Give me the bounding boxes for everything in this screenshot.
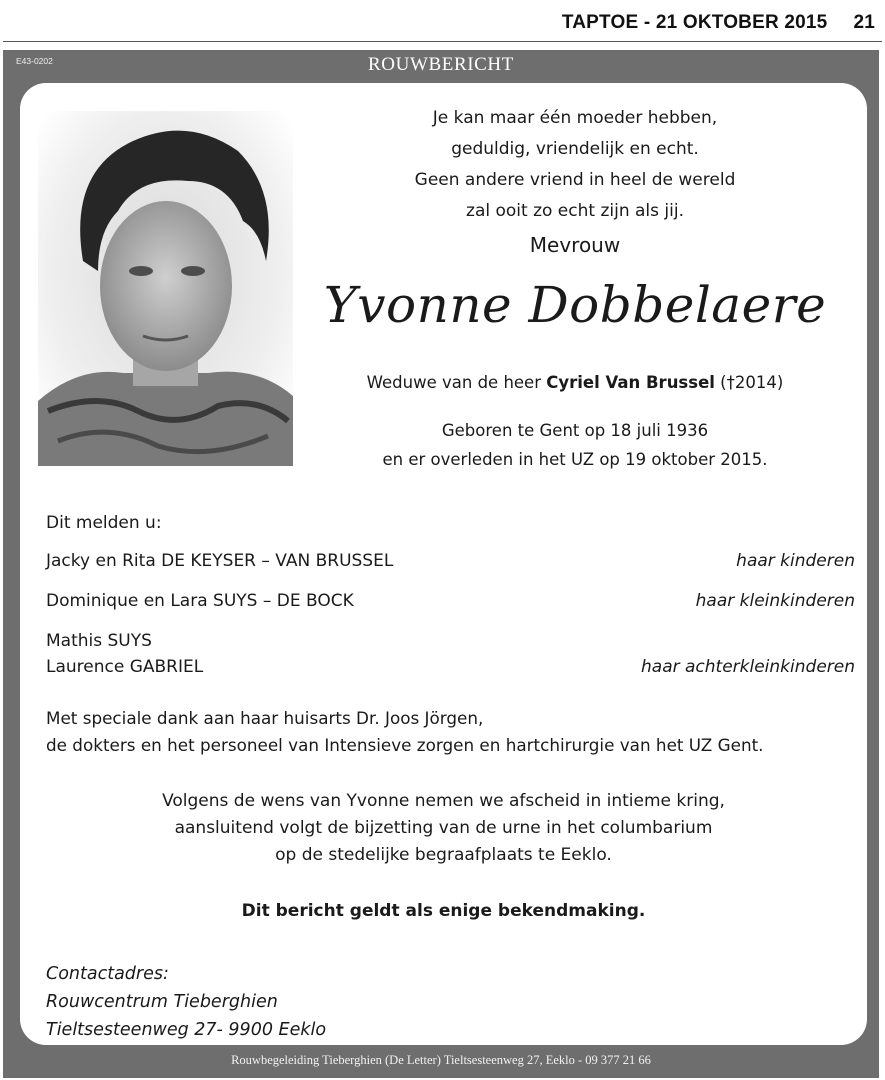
widow-prefix: Weduwe van de heer (366, 373, 547, 392)
family-names: Jacky en Rita DE KEYSER – VAN BRUSSEL (46, 551, 394, 571)
honorific: Mevrouw (529, 233, 621, 257)
spouse-death: (†2014) (714, 373, 784, 392)
funeral-home-footer: Rouwbegeleiding Tieberghien (De Letter) Tieltsesteenweg 27, Eeklo - 09 377 21 66 (231, 1053, 651, 1067)
contact-line: Contactadres: (46, 964, 169, 984)
family-row (46, 551, 855, 571)
verse-line: Je kan maar één moeder hebben, (432, 108, 718, 128)
spouse-name: Cyriel Van Brussel (546, 373, 715, 392)
memorial-verse (310, 103, 840, 227)
widow-line (310, 373, 840, 392)
contact-line: Tieltsesteenweg 27- 9900 Eeklo (46, 1020, 327, 1040)
family-names: Dominique en Lara SUYS – DE BOCK (46, 591, 354, 611)
obituary-card (20, 83, 867, 1045)
family-intro: Dit melden u: (46, 513, 162, 533)
birth-line: Geboren te Gent op 18 juli 1936 (441, 421, 709, 440)
family-row (46, 657, 855, 677)
family-relation: haar achterkleinkinderen (641, 657, 855, 677)
family-row (46, 631, 855, 651)
verse-line: zal ooit zo echt zijn als jij. (466, 201, 684, 221)
family-row (46, 591, 855, 611)
masthead-divider (3, 41, 882, 42)
life-dates (310, 416, 840, 474)
obituary-ad-frame (3, 50, 879, 1078)
family-relation: haar kinderen (736, 551, 855, 571)
contact-address (46, 960, 326, 1044)
wish-line: aansluitend volgt de bijzetting van de urne in het columbarium (174, 818, 713, 838)
thanks-line: Met speciale dank aan haar huisarts Dr. Joos Jörgen, (46, 708, 484, 728)
deceased-name: Yvonne Dobbelaere (323, 276, 827, 334)
farewell-wish (20, 788, 867, 869)
masthead (0, 0, 885, 40)
verse-line: geduldig, vriendelijk en echt. (451, 139, 699, 159)
family-names: Laurence GABRIEL (46, 657, 204, 677)
page-number: 21 (853, 12, 875, 33)
death-line: en er overleden in het UZ op 19 oktober 2015. (382, 450, 768, 469)
banner-title: ROUWBERICHT (368, 54, 514, 75)
verse-line: Geen andere vriend in heel de wereld (414, 170, 736, 190)
masthead-text (562, 12, 875, 34)
publication-date: TAPTOE - 21 OKTOBER 2015 (561, 12, 828, 33)
thanks-paragraph (46, 705, 764, 759)
thanks-line: de dokters en het personeel van Intensieve zorgen en hartchirurgie van het UZ Gent. (46, 735, 764, 755)
family-names: Mathis SUYS (46, 631, 152, 651)
ad-reference-code: E43-0202 (16, 56, 53, 66)
contact-line: Rouwcentrum Tieberghien (46, 992, 278, 1012)
wish-line: Volgens de wens van Yvonne nemen we afscheid in intieme kring, (162, 791, 725, 811)
sole-announcement: Dit bericht geldt als enige bekendmaking. (241, 901, 646, 921)
family-relation: haar kleinkinderen (695, 591, 855, 611)
portrait-photo (38, 111, 293, 466)
wish-line: op de stedelijke begraafplaats te Eeklo. (275, 845, 612, 865)
